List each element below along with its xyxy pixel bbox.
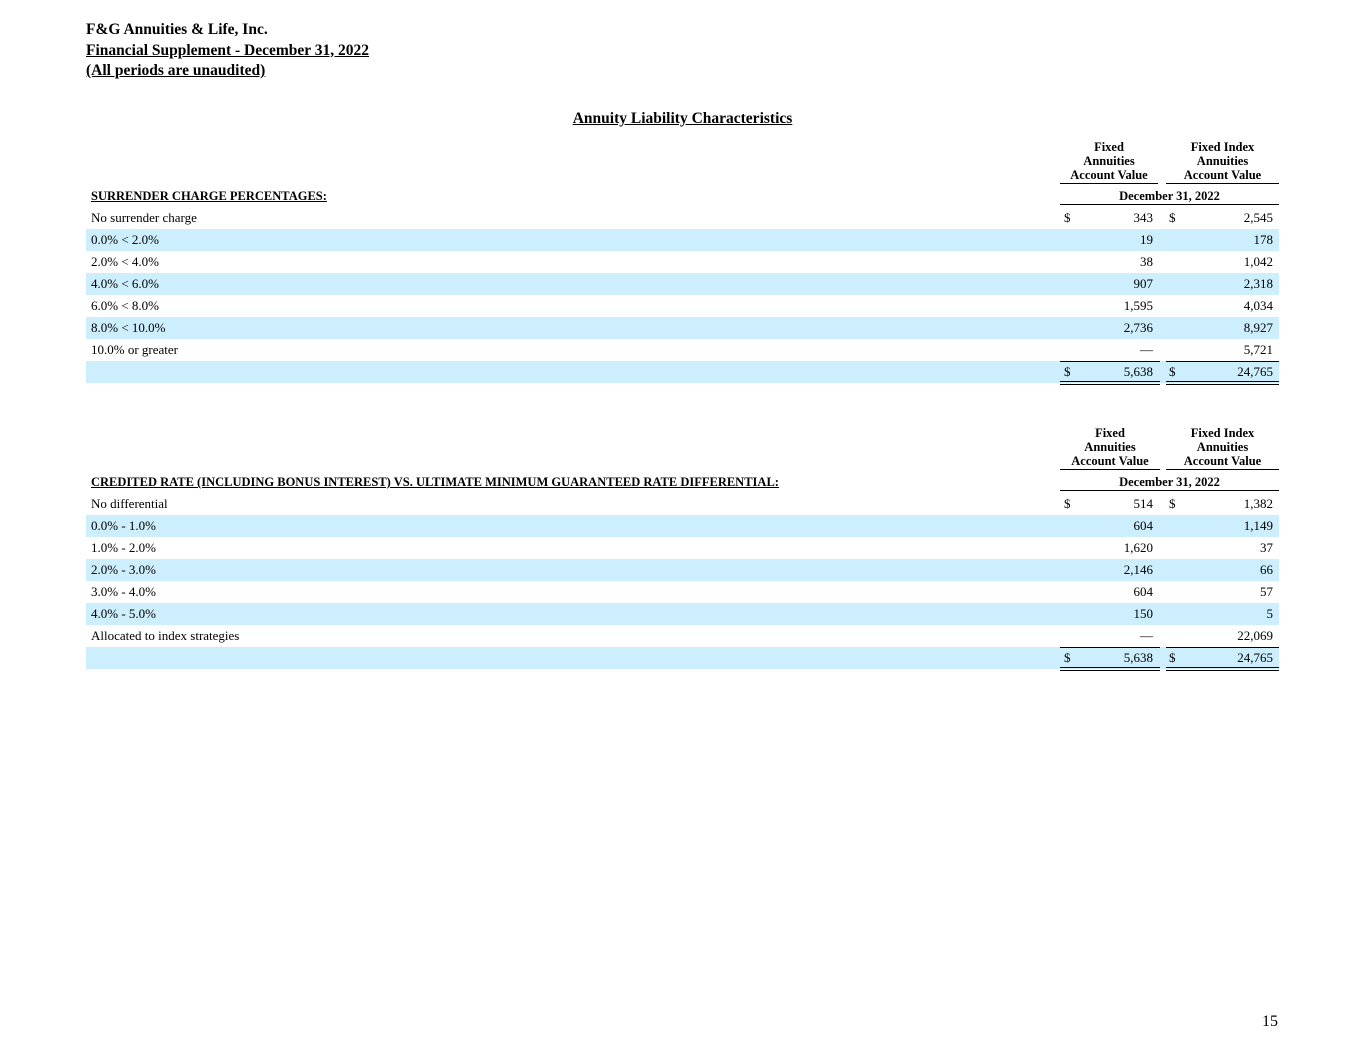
company-name: F&G Annuities & Life, Inc.	[86, 21, 268, 38]
fixed-annuities-value: 514	[1133, 496, 1153, 511]
row-label: 8.0% < 10.0%	[91, 320, 166, 335]
fixed-annuities-value: 19	[1140, 232, 1153, 247]
total-double-rule	[1166, 667, 1279, 671]
row-label: 4.0% - 5.0%	[91, 606, 156, 621]
table-row	[86, 537, 1279, 559]
dollar-sign: $	[1064, 650, 1071, 665]
row-label: 6.0% < 8.0%	[91, 298, 159, 313]
fixed-index-annuities-value: 2,318	[1243, 276, 1273, 291]
total-row	[86, 361, 1279, 383]
total-double-rule	[1060, 667, 1160, 671]
section-title: Annuity Liability Characteristics	[572, 110, 793, 127]
fixed-index-annuities-column-header: Fixed Index Annuities Account Value	[1166, 140, 1279, 184]
surrender-section-heading: SURRENDER CHARGE PERCENTAGES:	[91, 189, 327, 203]
fixed-index-annuities-value: 24,765	[1237, 364, 1273, 379]
fixed-index-annuities-value: 8,927	[1243, 320, 1273, 335]
table-row	[86, 295, 1279, 317]
fixed-index-annuities-value: 5,721	[1243, 342, 1273, 357]
row-label: No differential	[91, 496, 168, 511]
fixed-annuities-value: 150	[1133, 606, 1153, 621]
dollar-sign: $	[1169, 650, 1176, 665]
fixed-index-annuities-value: 178	[1253, 232, 1273, 247]
table-row	[86, 339, 1279, 361]
fixed-annuities-value: 5,638	[1123, 650, 1153, 665]
fixed-index-annuities-value: 37	[1260, 540, 1273, 555]
fixed-index-annuities-value: 1,382	[1243, 496, 1273, 511]
dollar-sign: $	[1064, 210, 1071, 225]
fixed-index-annuities-value: 4,034	[1243, 298, 1273, 313]
dollar-sign: $	[1064, 496, 1071, 511]
row-label: 2.0% < 4.0%	[91, 254, 159, 269]
table-row	[86, 603, 1279, 625]
table-row	[86, 251, 1279, 273]
page-number: 15	[1262, 1013, 1278, 1030]
fixed-annuities-value: 604	[1133, 518, 1153, 533]
dollar-sign: $	[1169, 496, 1176, 511]
row-label: 4.0% < 6.0%	[91, 276, 159, 291]
unaudited-note: (All periods are unaudited)	[86, 62, 266, 79]
fixed-annuities-value: —	[1140, 342, 1153, 357]
fixed-annuities-value: —	[1140, 628, 1153, 643]
subtotal-rule	[1166, 647, 1279, 648]
fixed-annuities-value: 2,146	[1123, 562, 1153, 577]
fixed-annuities-column-header: Fixed Annuities Account Value	[1060, 140, 1158, 184]
table-row	[86, 515, 1279, 537]
table-row	[86, 273, 1279, 295]
fixed-annuities-value: 343	[1133, 210, 1153, 225]
table-row	[86, 207, 1279, 229]
subtotal-rule	[1060, 647, 1160, 648]
fixed-annuities-value: 5,638	[1123, 364, 1153, 379]
total-row	[86, 647, 1279, 669]
table-row	[86, 317, 1279, 339]
total-double-rule	[1166, 381, 1279, 385]
credited-section-heading: CREDITED RATE (INCLUDING BONUS INTEREST) VS. ULTIMATE MINIMUM GUARANTEED RATE DIFFERENTIAL:	[91, 475, 779, 489]
fixed-annuities-value: 1,620	[1123, 540, 1153, 555]
fixed-annuities-value: 38	[1140, 254, 1153, 269]
row-label: Allocated to index strategies	[91, 628, 240, 643]
table-row	[86, 559, 1279, 581]
fixed-annuities-value: 907	[1133, 276, 1153, 291]
fixed-annuities-value: 1,595	[1123, 298, 1153, 313]
fixed-index-annuities-value: 22,069	[1237, 628, 1273, 643]
fixed-annuities-value: 2,736	[1123, 320, 1153, 335]
row-label: 0.0% - 1.0%	[91, 518, 156, 533]
subtotal-rule	[1166, 361, 1279, 362]
table-row	[86, 493, 1279, 515]
supplement-title: Financial Supplement - December 31, 2022	[86, 41, 370, 59]
fixed-index-annuities-value: 57	[1260, 584, 1273, 599]
table-row	[86, 625, 1279, 647]
fixed-index-annuities-value: 1,042	[1243, 254, 1273, 269]
fixed-index-annuities-value: 1,149	[1243, 518, 1273, 533]
row-label: 2.0% - 3.0%	[91, 562, 156, 577]
row-label: 0.0% < 2.0%	[91, 232, 159, 247]
dollar-sign: $	[1169, 364, 1176, 379]
fixed-index-annuities-value: 5	[1266, 606, 1273, 621]
row-label: 10.0% or greater	[91, 342, 178, 357]
row-label: 1.0% - 2.0%	[91, 540, 156, 555]
dollar-sign: $	[1064, 364, 1071, 379]
table-row	[86, 229, 1279, 251]
fixed-index-annuities-column-header: Fixed Index Annuities Account Value	[1166, 426, 1279, 470]
total-double-rule	[1060, 381, 1160, 385]
surrender-date-header: December 31, 2022	[1060, 189, 1279, 205]
document-header	[86, 20, 369, 82]
fixed-index-annuities-value: 66	[1260, 562, 1273, 577]
subtotal-rule	[1060, 361, 1160, 362]
table-row	[86, 581, 1279, 603]
row-label: No surrender charge	[91, 210, 197, 225]
fixed-annuities-value: 604	[1133, 584, 1153, 599]
fixed-index-annuities-value: 2,545	[1243, 210, 1273, 225]
dollar-sign: $	[1169, 210, 1176, 225]
fixed-index-annuities-value: 24,765	[1237, 650, 1273, 665]
credited-date-header: December 31, 2022	[1060, 475, 1279, 491]
row-label: 3.0% - 4.0%	[91, 584, 156, 599]
fixed-annuities-column-header: Fixed Annuities Account Value	[1060, 426, 1160, 470]
